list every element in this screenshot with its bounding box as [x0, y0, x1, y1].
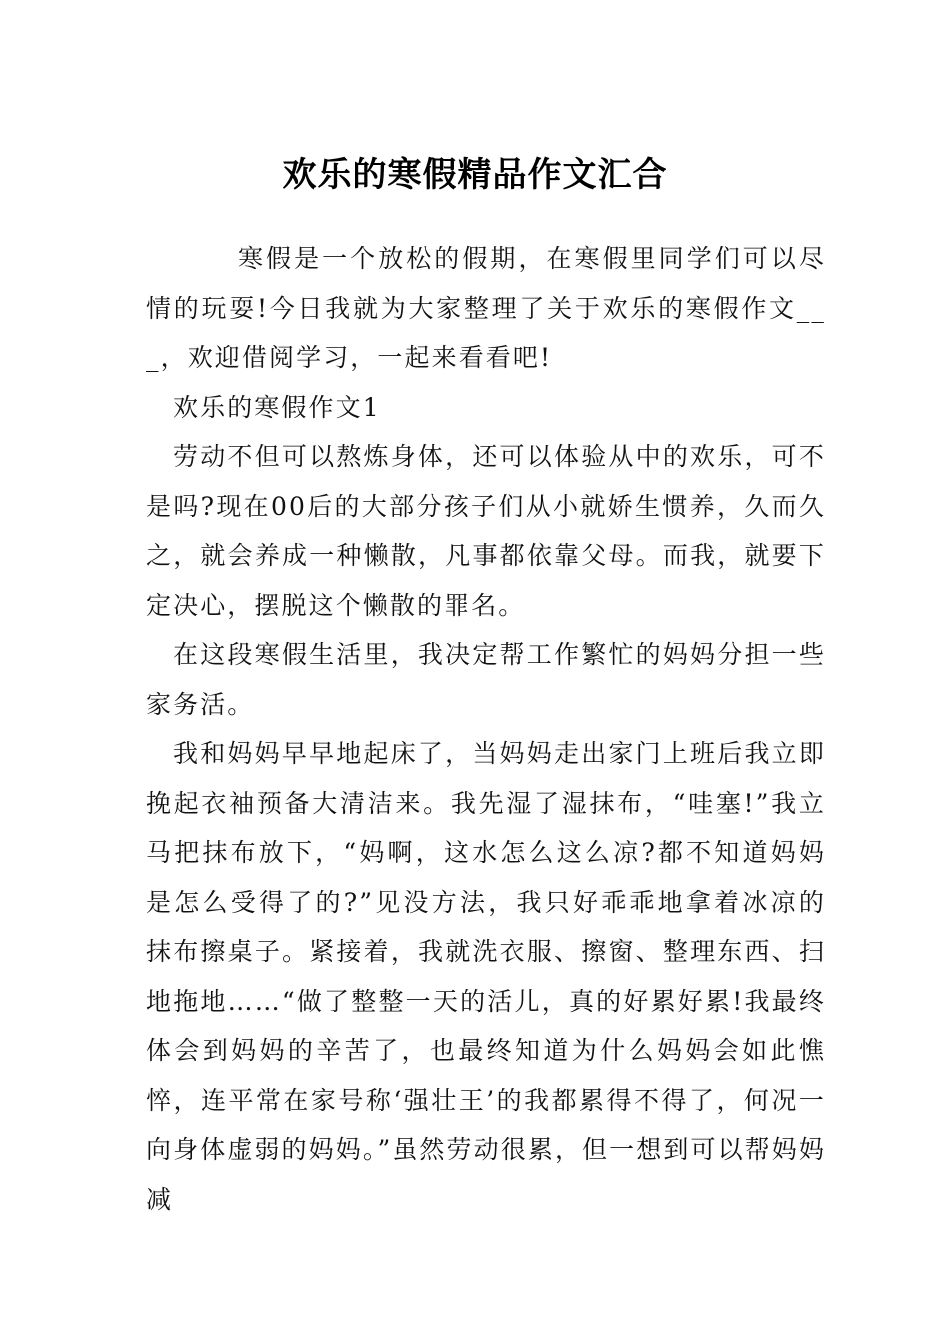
intro-paragraph: 寒假是一个放松的假期，在寒假里同学们可以尽情的玩耍!今日我就为大家整理了关于欢乐的寒假作文___，欢迎借阅学习，一起来看看吧!: [146, 244, 826, 372]
section-heading: 欢乐的寒假作文1: [173, 392, 381, 422]
document-title: 欢乐的寒假精品作文汇合: [282, 154, 668, 195]
body-paragraph-2: 在这段寒假生活里，我决定帮工作繁忙的妈妈分担一些家务活。: [146, 640, 826, 719]
body-paragraph-3: 我和妈妈早早地起床了，当妈妈走出家门上班后我立即挽起衣袖预备大清洁来。我先湿了湿抹布，“哇塞!”我立马把抹布放下，“妈啊，这水怎么这么凉?都不知道妈妈是怎么受得了的?”见没方法，我只好乖乖地拿着冰凉的抹布擦桌子。紧接着，我就洗衣服、擦窗、整理东西、扫地拖地……“做了整整一天的活儿，真的好累好累!我最终体会到妈妈的辛苦了，也最终知道为什么妈妈会如此憔悴，连平常在家号称‘强壮王’的我都累得不得了，何况一向身体虚弱的妈妈。”虽然劳动很累，但一想到可以帮妈妈减: [146, 739, 826, 1214]
body-paragraph-1: 劳动不但可以熬炼身体，还可以体验从中的欢乐，可不是吗?现在00后的大部分孩子们从小就娇生惯养，久而久之，就会养成一种懒散，凡事都依靠父母。而我，就要下定决心，摆脱这个懒散的罪名。: [146, 442, 826, 620]
document-body: [146, 234, 826, 1224]
